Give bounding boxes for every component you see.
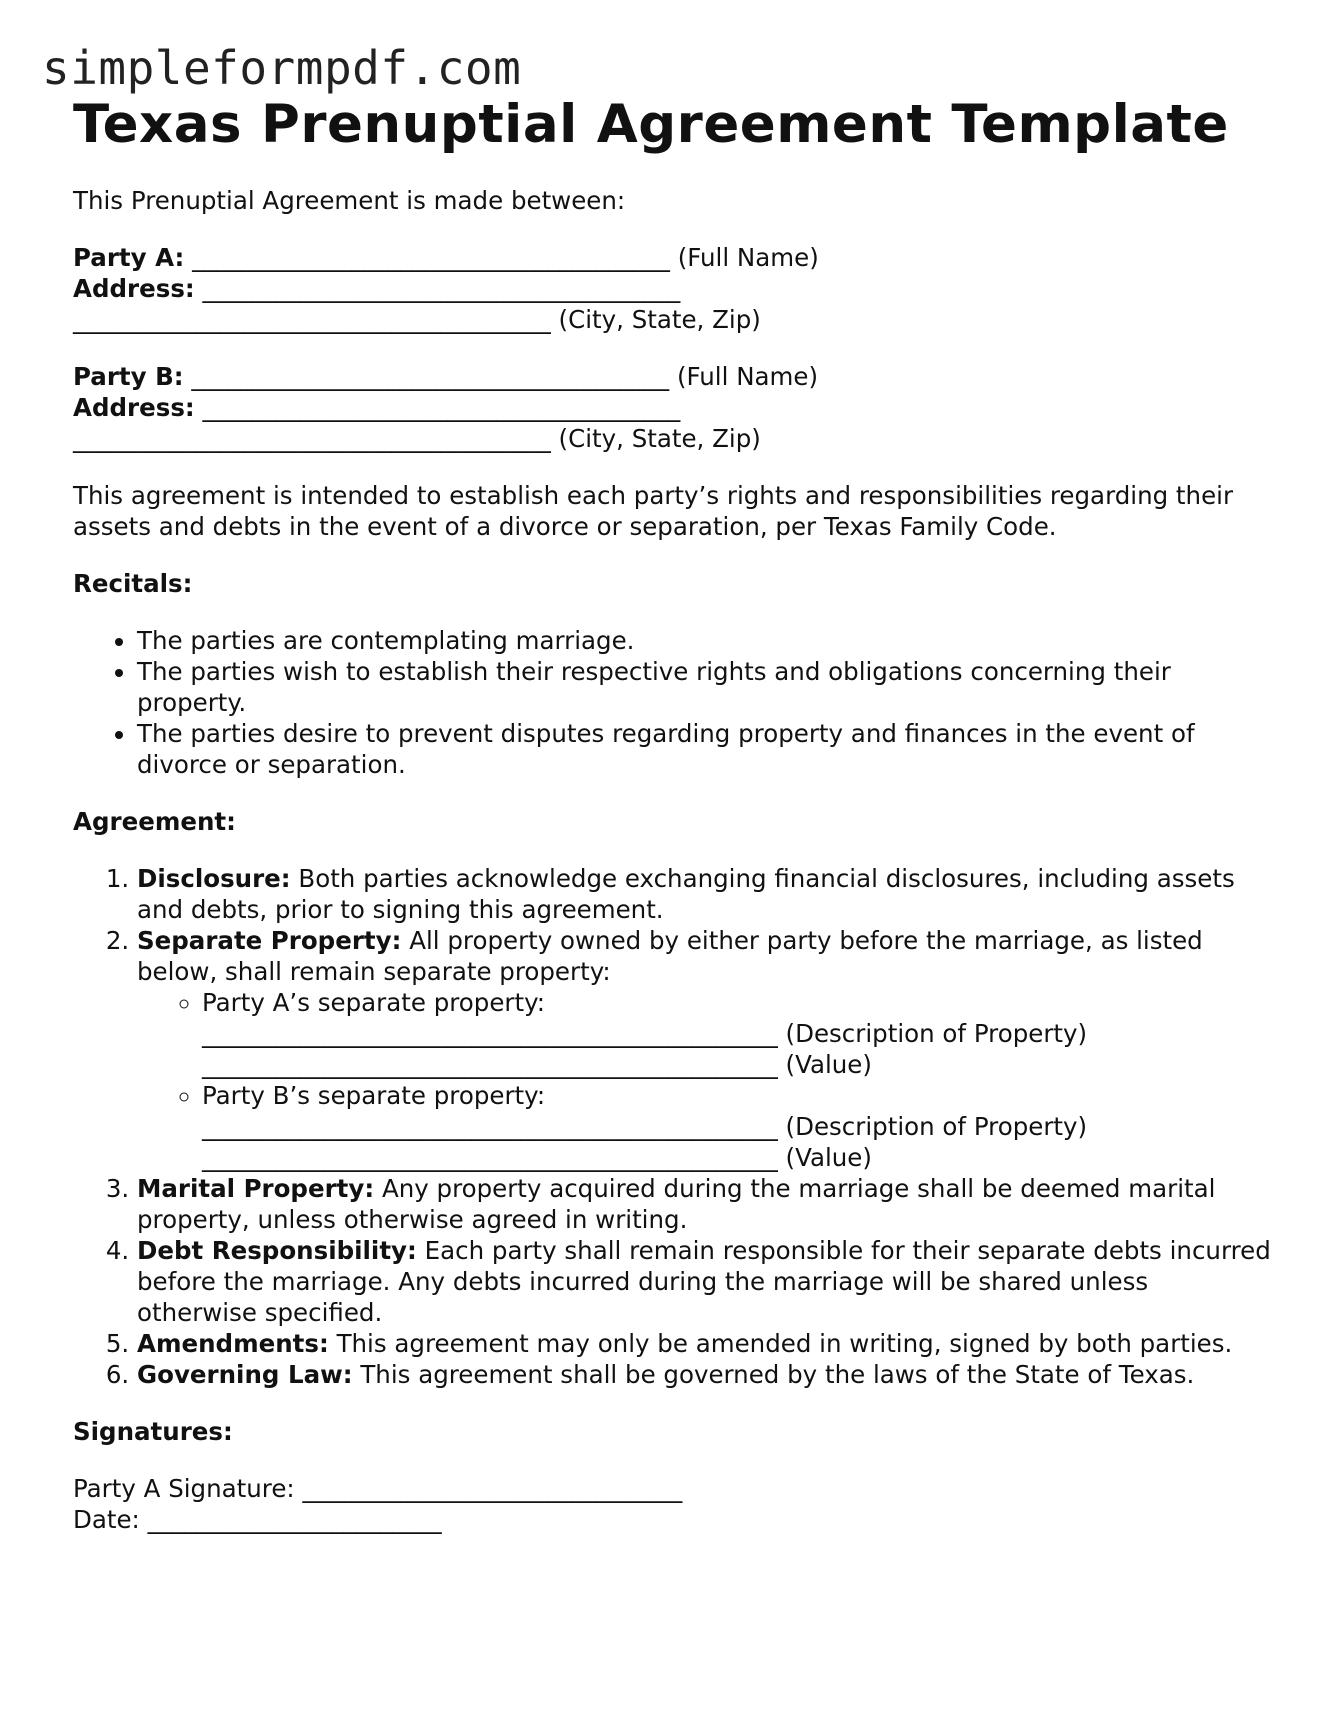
term-title: Governing Law: <box>137 1360 353 1389</box>
term-title: Marital Property: <box>137 1174 375 1203</box>
party-b-label: Party B: <box>73 362 184 391</box>
party-a-city-hint: (City, State, Zip) <box>558 305 761 334</box>
party-a-address-line <box>73 273 1273 304</box>
signature-block <box>73 1473 1273 1535</box>
term-marital-property <box>137 1173 1273 1235</box>
description-hint: (Description of Property) <box>785 1019 1088 1048</box>
term-text: All property owned by either party before the marriage, as listed below, shall remain separate property: <box>137 926 1203 986</box>
document-title: Texas Prenuptial Agreement Template <box>73 94 1229 155</box>
document-page <box>73 88 1273 1535</box>
term-title: Separate Property: <box>137 926 402 955</box>
term-text: Each party shall remain responsible for their separate debts incurred before the marriage. Any debts incurred during the marriage will be shared unless otherwise specified. <box>137 1236 1271 1327</box>
term-title: Debt Responsibility: <box>137 1236 417 1265</box>
party-a-city-line <box>73 304 1273 335</box>
party-b-city-hint: (City, State, Zip) <box>558 424 761 453</box>
party-b-address-line <box>73 392 1273 423</box>
recitals-list <box>73 625 1273 780</box>
recitals-heading: Recitals: <box>73 569 193 598</box>
date-label: Date: <box>73 1505 140 1534</box>
intro-text: This Prenuptial Agreement is made between: <box>73 186 626 215</box>
term-text: This agreement shall be governed by the laws of the State of Texas. <box>360 1360 1195 1389</box>
recital-item: • The parties are contemplating marriage. <box>137 625 1273 656</box>
term-governing-law <box>137 1359 1273 1390</box>
term-separate-property <box>137 925 1273 1173</box>
date-line <box>73 1504 1273 1535</box>
party-a-city-field[interactable]: _______________________________________ <box>73 305 551 334</box>
party-a-description-line <box>202 1018 1273 1049</box>
party-a-block <box>73 242 1273 335</box>
term-title: Amendments: <box>137 1329 329 1358</box>
party-b-name-line <box>73 361 1273 392</box>
term-text: Both parties acknowledge exchanging financial disclosures, including assets and debts, prior to signing this agreement. <box>137 864 1235 924</box>
party-a-property-label: Party A’s separate property: <box>202 988 546 1017</box>
agreement-heading: Agreement: <box>73 807 236 836</box>
party-b-property-label: Party B’s separate property: <box>202 1081 546 1110</box>
party-b-description-field[interactable]: _______________________________________________ <box>202 1112 778 1141</box>
site-watermark: simpleformpdf.com <box>42 41 522 95</box>
party-a-name-field[interactable]: _______________________________________ <box>192 243 670 272</box>
term-text: Any property acquired during the marriage shall be deemed marital property, unless otherwise agreed in writing. <box>137 1174 1216 1234</box>
party-a-label: Party A: <box>73 243 185 272</box>
recital-item: • The parties wish to establish their respective rights and obligations concerning their property. <box>137 656 1273 718</box>
separate-property-list <box>137 987 1273 1173</box>
agreement-terms-list <box>73 863 1273 1390</box>
description-hint: (Description of Property) <box>785 1112 1088 1141</box>
party-a-name-line <box>73 242 1273 273</box>
party-a-name-hint: (Full Name) <box>677 243 819 272</box>
date-field[interactable]: ________________________ <box>147 1505 442 1534</box>
party-a-separate-property <box>202 987 1273 1080</box>
party-b-address-label: Address: <box>73 393 195 422</box>
party-b-block <box>73 361 1273 454</box>
value-hint: (Value) <box>785 1050 872 1079</box>
party-b-separate-property <box>202 1080 1273 1173</box>
party-a-value-field[interactable]: _______________________________________________ <box>202 1050 778 1079</box>
term-disclosure <box>137 863 1273 925</box>
party-a-signature-label: Party A Signature: <box>73 1474 295 1503</box>
term-amendments <box>137 1328 1273 1359</box>
party-b-value-line <box>202 1142 1273 1173</box>
party-a-signature-field[interactable]: _______________________________ <box>302 1474 683 1503</box>
party-b-value-field[interactable]: _______________________________________________ <box>202 1143 778 1172</box>
party-a-address-field[interactable]: _______________________________________ <box>202 274 681 303</box>
term-title: Disclosure: <box>137 864 291 893</box>
party-a-address-label: Address: <box>73 274 195 303</box>
party-b-name-hint: (Full Name) <box>676 362 819 391</box>
signatures-heading: Signatures: <box>73 1417 233 1446</box>
purpose-paragraph: This agreement is intended to establish each party’s rights and responsibilities regarding their assets and debts in the event of a divorce or separation, per Texas Family Code. <box>73 481 1234 541</box>
party-a-description-field[interactable]: _______________________________________________ <box>202 1019 778 1048</box>
value-hint: (Value) <box>785 1143 872 1172</box>
term-text: This agreement may only be amended in writing, signed by both parties. <box>336 1329 1233 1358</box>
party-b-city-field[interactable]: _______________________________________ <box>73 424 551 453</box>
party-b-address-field[interactable]: _______________________________________ <box>202 393 681 422</box>
party-b-city-line <box>73 423 1273 454</box>
party-b-name-field[interactable]: _______________________________________ <box>191 362 670 391</box>
party-a-signature-line <box>73 1473 1273 1504</box>
recital-item: • The parties desire to prevent disputes regarding property and finances in the event of divorce or separation. <box>137 718 1273 780</box>
term-debt-responsibility <box>137 1235 1273 1328</box>
party-a-value-line <box>202 1049 1273 1080</box>
party-b-description-line <box>202 1111 1273 1142</box>
